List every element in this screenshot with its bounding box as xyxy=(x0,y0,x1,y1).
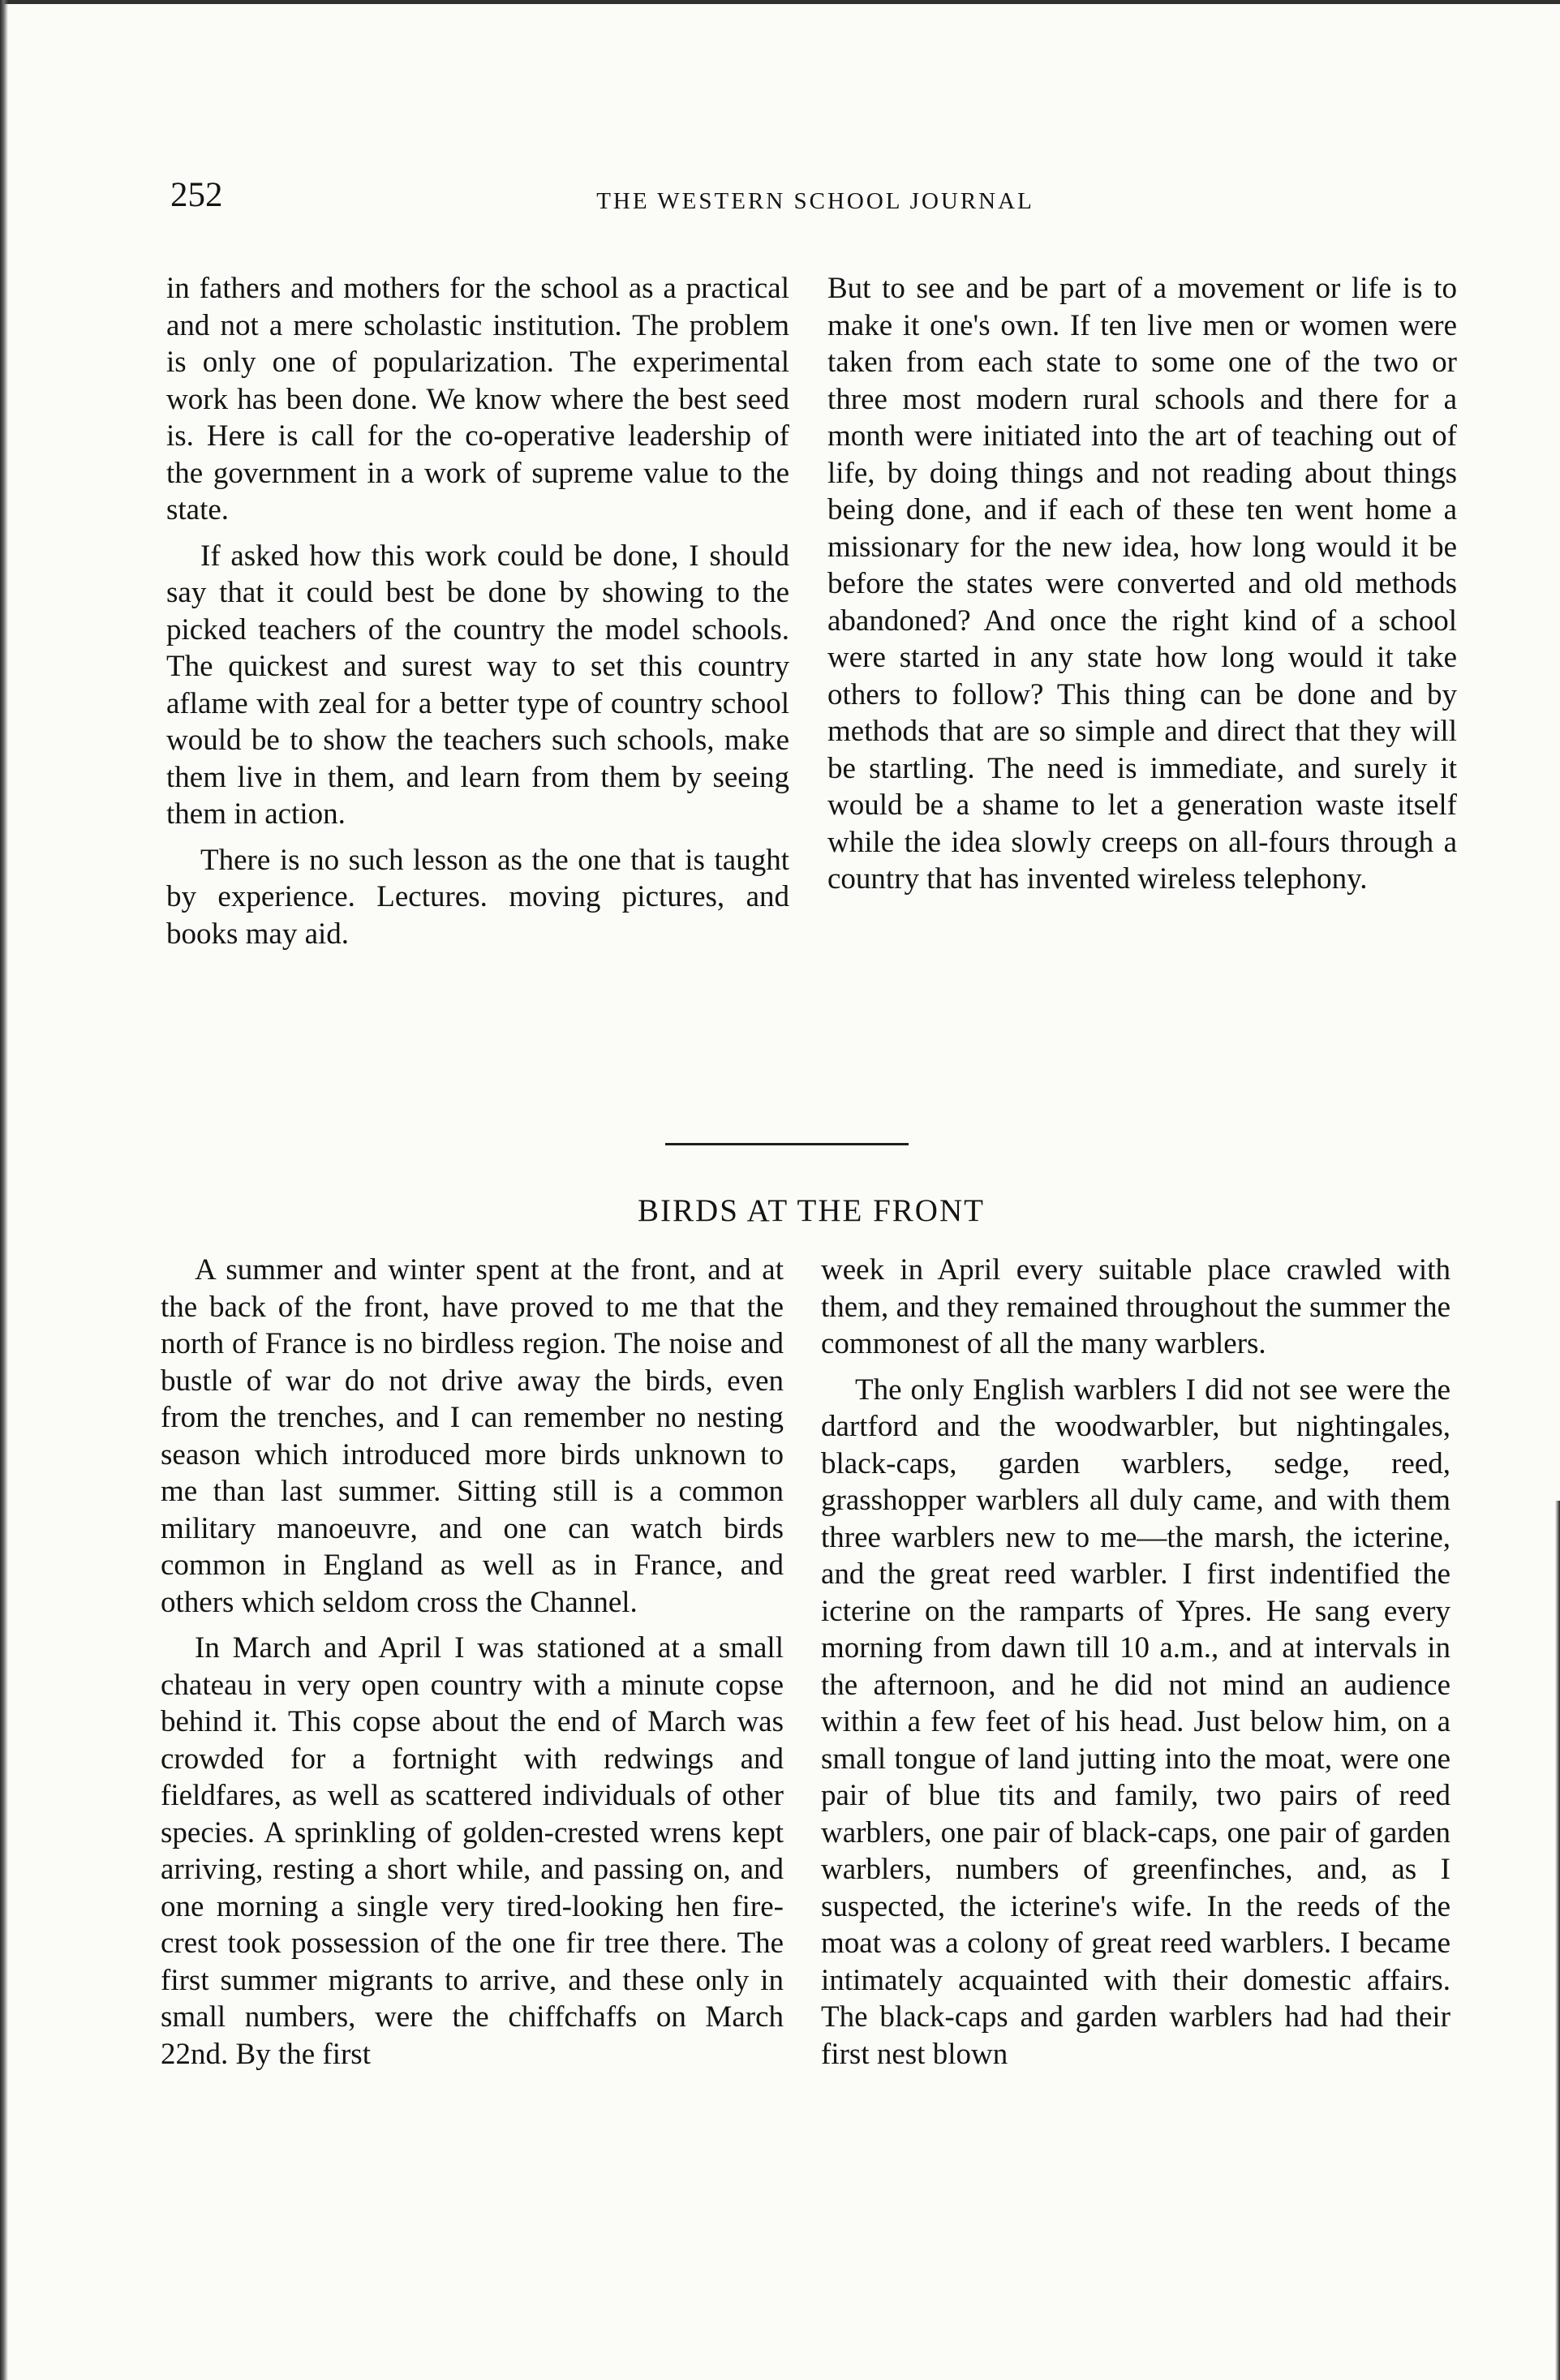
upper-right-column xyxy=(827,270,1457,898)
paragraph: week in April every suitable place crawled with them, and they remained throughout the summer the commonest of all the many warblers. xyxy=(821,1253,1450,1360)
article-right-column xyxy=(821,1252,1450,2073)
paragraph: In March and April I was stationed at a small chateau in very open country with a minute copse behind it. This copse about the end of March was crowded for a fortnight with redwings and fieldfares, as well as scattered individuals of other species. A sprinkling of golden-crested wrens kept arriving, resting a short while, and passing on, and one morning a single very tired-looking hen fire-crest took possession of the one fir tree there. The first summer migrants to arrive, and these only in small numbers, were the chiffchaffs on March 22nd. By the first xyxy=(161,1631,784,2071)
paragraph: But to see and be part of a movement or life is to make it one's own. If ten live men or women were taken from each state to some one of the two or three most modern rural schools and there for a month were initiated into the art of teaching out of life, by doing things and not reading about things being done, and if each of these ten went home a missionary for the new idea, how long would it be before the states were converted and old methods abandoned? And once the right kind of a school were started in any state how long would it take others to follow? This thing can be done and by methods that are so simple and direct that they will be startling. The need is immediate, and surely it would be a shame to let a generation waste itself while the idea slowly creeps on all-fours through a country that has invented wireless telephony. xyxy=(827,272,1457,896)
paragraph: A summer and winter spent at the front, and at the back of the front, have proved to me that the north of France is no birdless region. The noise and bustle of war do not drive away the birds, even from the trenches, and I can remember no nesting season which introduced more birds unknown to me than last summer. Sitting still is a common military manoeuvre, and one can watch birds common in England as well as in France, and others which seldom cross the Channel. xyxy=(161,1253,784,1619)
paragraph: If asked how this work could be done, I should say that it could best be done by showing to the picked teachers of the country the model schools. The quickest and surest way to set this country aflame with zeal for a better type of country school would be to show the teachers such schools, make them live in them, and learn from them by seeing them in action. xyxy=(166,539,789,831)
scan-right-edge xyxy=(1555,1501,1560,2380)
scan-left-edge xyxy=(0,0,8,2380)
scan-top-edge xyxy=(0,0,1560,4)
paragraph: The only English warblers I did not see were the dartford and the woodwarbler, but nightingales, black-caps, garden warblers, sedge, reed, grasshopper warblers all duly came, and with them three warblers new to me—the marsh, the icterine, and the great reed warbler. I first indentified the icterine on the ramparts of Ypres. He sang every morning from dawn till 10 a.m., and at intervals in the afternoon, and he did not mind an audience within a few feet of his head. Just below him, on a small tongue of land jutting into the moat, were one pair of blue tits and family, two pairs of reed warblers, one pair of black-caps, one pair of garden warblers, numbers of greenfinches, and, as I suspected, the icterine's wife. In the reeds of the moat was a colony of great reed warblers. I became intimately acquainted with their domestic affairs. The black-caps and garden warblers had had their first nest blown xyxy=(821,1373,1450,2071)
section-divider xyxy=(665,1143,909,1145)
paragraph: There is no such lesson as the one that is taught by experience. Lectures. moving pictures, and books may aid. xyxy=(166,843,789,951)
page-header xyxy=(170,175,1460,224)
running-head: THE WESTERN SCHOOL JOURNAL xyxy=(596,188,1034,214)
article-left-column xyxy=(161,1252,784,2073)
page-number: 252 xyxy=(170,176,223,214)
article-title: BIRDS AT THE FRONT xyxy=(638,1193,985,1228)
paragraph: in fathers and mothers for the school as a practical and not a mere scholastic institution. The problem is only one of popularization. The experimental work has been done. We know where the best seed is. Here is call for the co-operative leadership of the government in a work of supreme value to the state. xyxy=(166,272,789,526)
upper-left-column xyxy=(166,270,789,952)
